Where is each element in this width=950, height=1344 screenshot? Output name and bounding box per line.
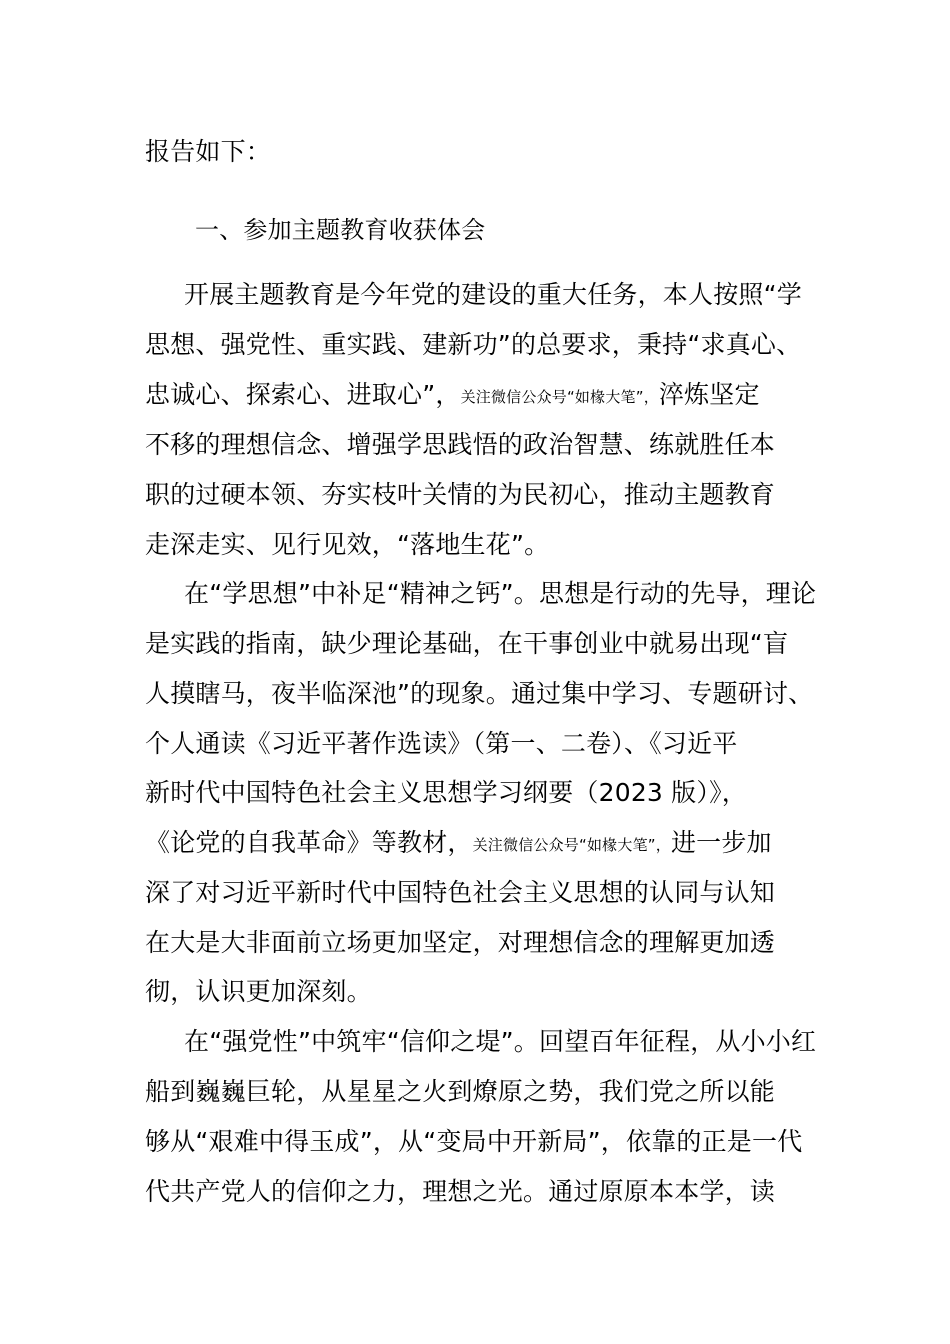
text-line: 思想、强党性、重实践、建新功”的总要求，秉持“求真心、 <box>145 330 802 359</box>
section-heading: 一、参加主题教育收获体会 <box>195 216 486 244</box>
text-line: 新时代中国特色社会主义思想学习纲要（2023 版）》， <box>145 778 747 807</box>
watermark-note: 关注微信公众号“如椽大笔”， <box>472 836 671 854</box>
watermark-note: 关注微信公众号“如椽大笔”， <box>460 388 659 406</box>
text-run: 忠诚心、探索心、进取心”， <box>145 380 461 409</box>
text-line: 船到巍巍巨轮，从星星之火到燎原之势，我们党之所以能 <box>145 1077 776 1106</box>
text-line: 在“学思想”中补足“精神之钙”。思想是行动的先导，理论 <box>184 579 817 608</box>
text-line: 职的过硬本领、夯实枝叶关情的为民初心，推动主题教育 <box>145 480 776 509</box>
text-line: 报告如下： <box>145 137 272 166</box>
text-run: 进一步加 <box>670 828 772 857</box>
text-line: 够从“艰难中得玉成”，从“变局中开新局”，依靠的正是一代 <box>145 1127 803 1156</box>
text-line: 彻，认识更加深刻。 <box>145 977 372 1006</box>
text-line: 人摸瞎马，夜半临深池”的现象。通过集中学习、专题研讨、 <box>145 679 814 708</box>
text-line: 在大是大非面前立场更加坚定，对理想信念的理解更加透 <box>145 928 776 957</box>
text-run: 淬炼坚定 <box>658 380 760 409</box>
text-run: 《论党的自我革命》等教材， <box>145 828 473 857</box>
text-line: 深了对习近平新时代中国特色社会主义思想的认同与认知 <box>145 878 776 907</box>
text-line: 个人通读《习近平著作选读》（第一、二卷）、《习近平 <box>145 729 738 758</box>
text-line: 走深走实、见行见效，“落地生花”。 <box>145 530 550 559</box>
text-line: 开展主题教育是今年党的建设的重大任务，本人按照“学 <box>184 280 802 309</box>
text-line: 不移的理想信念、增强学思践悟的政治智慧、练就胜任本 <box>145 430 776 459</box>
text-line: 代共产党人的信仰之力，理想之光。通过原原本本学，读 <box>145 1177 776 1206</box>
text-line <box>145 826 772 862</box>
text-line: 在“强党性”中筑牢“信仰之堤”。回望百年征程，从小小红 <box>184 1027 817 1056</box>
text-line: 是实践的指南，缺少理论基础，在干事创业中就易出现“盲 <box>145 629 789 658</box>
text-line <box>145 378 760 414</box>
